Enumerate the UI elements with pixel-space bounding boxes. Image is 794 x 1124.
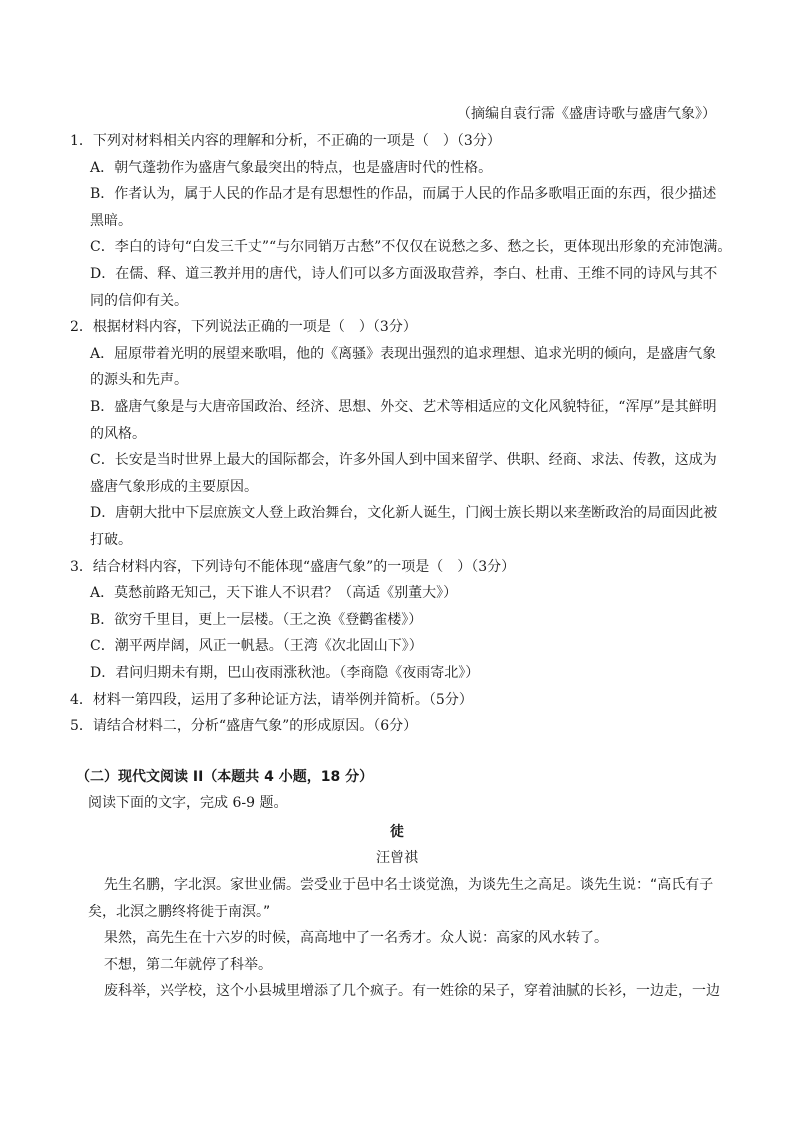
- question-stem: 5．请结合材料二，分析“盛唐气象”的形成原因。（6分）: [70, 718, 418, 735]
- answer-option-continuation: 同的信仰有关。: [90, 292, 188, 309]
- question-stem: 4．材料一第四段，运用了多种论证方法，请举例并简析。（5分）: [70, 691, 473, 708]
- question-stem: 3．结合材料内容，下列诗句不能体现“盛唐气象”的一项是（ ）（3分）: [70, 558, 516, 575]
- story-paragraph: 不想，第二年就停了科举。: [104, 956, 272, 973]
- section-heading: （二）现代文阅读 II（本题共 4 小题，18 分）: [76, 769, 374, 785]
- question-stem: 1．下列对材料相关内容的理解和分析，不正确的一项是（ ）（3分）: [70, 133, 501, 149]
- story-author: 汪曾祺: [376, 850, 418, 866]
- story-paragraph-continuation: 矣，北溟之鹏终将徙于南溟。”: [88, 903, 271, 920]
- answer-option: A．屈原带着光明的展望来歌唱，他的《离骚》表现出强烈的追求理想、追求光明的倾向，是盛唐气象: [90, 345, 717, 362]
- answer-option: D．在儒、释、道三教并用的唐代，诗人们可以多方面汲取营养，李白、杜甫、王维不同的诗风与其不: [90, 266, 718, 282]
- story-paragraph: 先生名鹏，字北溟。家世业儒。尝受业于邑中名士谈觉漁，为谈先生之高足。谈先生说：“高氏有子: [104, 877, 714, 893]
- answer-option: B．欲穷千里目，更上一层楼。（王之涣《登鹳雀楼》）: [90, 611, 423, 628]
- question-stem: 2．根据材料内容，下列说法正确的一项是（ ）（3分）: [70, 319, 417, 336]
- answer-option: B．作者认为，属于人民的作品才是有思想性的作品，而属于人民的作品多歌唱正面的东西，很少描述: [90, 186, 717, 203]
- answer-option: C．长安是当时世界上最大的国际都会，许多外国人到中国来留学、供职、经商、求法、传教，这成为: [90, 452, 717, 469]
- answer-option: A．莫愁前路无知己，天下谁人不识君？（高适《别董大》）: [90, 585, 458, 602]
- story-title: 徒: [390, 824, 404, 840]
- answer-option: C．李白的诗句“白发三千丈”“与尔同销万古愁”不仅仅在说愁之多、愁之长，更体现出形象的充沛饱满。: [90, 239, 732, 256]
- section-instruction: 阅读下面的文字，完成 6-9 题。: [88, 795, 288, 811]
- answer-option: C．潮平两岸阔，风正一帆悬。（王湾《次北固山下》）: [90, 638, 423, 655]
- story-paragraph: 果然，高先生在十六岁的时候，高高地中了一名秀才。众人说：高家的风水转了。: [104, 930, 608, 947]
- answer-option-continuation: 盛唐气象形成的主要原因。: [90, 478, 258, 495]
- answer-option: D．君问归期未有期，巴山夜雨涨秋池。（李商隐《夜雨寄北》）: [90, 665, 480, 681]
- answer-option: D．唐朝大批中下层庶族文人登上政治舞台，文化新人诞生，门阀士族长期以来垄断政治的局面因此被: [90, 505, 718, 522]
- story-paragraph: 废科举，兴学校，这个小县城里增添了几个疯子。有一姓徐的呆子，穿着油腻的长衫，一边走，一边: [104, 983, 720, 1000]
- answer-option: B．盛唐气象是与大唐帝国政治、经济、思想、外交、艺术等相适应的文化风貌特征，“浑厚”是其鲜明: [90, 399, 717, 415]
- answer-option: A．朝气蓬勃作为盛唐气象最突出的特点，也是盛唐时代的性格。: [90, 159, 493, 176]
- answer-option-continuation: 的源头和先声。: [90, 372, 188, 389]
- answer-option-continuation: 黑暗。: [90, 212, 132, 229]
- source-citation: （摘编自袁行霈《盛唐诗歌与盛唐气象》）: [457, 106, 716, 122]
- answer-option-continuation: 的风格。: [90, 425, 146, 442]
- answer-option-continuation: 打破。: [90, 532, 132, 548]
